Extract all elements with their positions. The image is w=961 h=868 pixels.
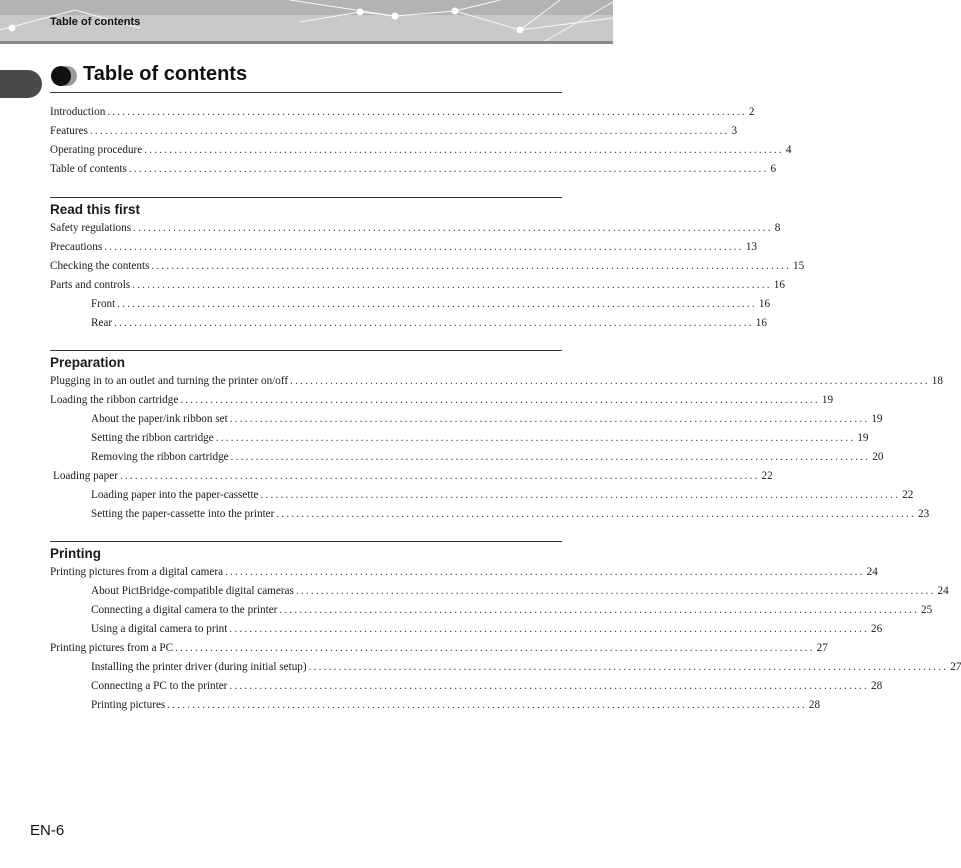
toc-page-number: 20 bbox=[872, 451, 884, 463]
toc-page-number: 28 bbox=[871, 680, 883, 692]
toc-subentry[interactable] bbox=[91, 430, 869, 446]
toc-page-number: 26 bbox=[871, 623, 883, 635]
toc-page-number: 22 bbox=[902, 489, 914, 501]
toc-entry-label: Parts and controls bbox=[50, 279, 131, 291]
toc-subentry[interactable] bbox=[91, 697, 821, 713]
toc-page-number: 2 bbox=[748, 106, 755, 118]
toc-entry-label: Features bbox=[50, 125, 88, 137]
toc-entry-label: Removing the ribbon cartridge bbox=[91, 451, 229, 463]
toc-subentry[interactable] bbox=[91, 296, 771, 312]
toc-entry-label: Printing pictures from a digital camera bbox=[50, 566, 224, 578]
toc-entry-label: Plugging in to an outlet and turning the printer on/off bbox=[50, 375, 289, 387]
leader-dots: ................................................................................................................................ bbox=[104, 241, 744, 253]
leader-dots: ................................................................................................................................ bbox=[215, 432, 856, 444]
leader-dots: ................................................................................................................................ bbox=[295, 585, 936, 597]
toc-page-number: 3 bbox=[731, 125, 738, 137]
toc-subentry[interactable] bbox=[91, 315, 767, 331]
toc-subentry[interactable] bbox=[91, 506, 930, 522]
toc-entry-label: Checking the contents bbox=[50, 260, 150, 272]
toc-entry[interactable] bbox=[50, 123, 738, 139]
toc-page-number: 24 bbox=[937, 585, 949, 597]
toc-page-number: 4 bbox=[785, 144, 792, 156]
toc-entry-label: About the paper/ink ribbon set bbox=[91, 413, 228, 425]
toc-entry-label: Setting the paper-cassette into the printer bbox=[91, 508, 275, 520]
toc-entry[interactable] bbox=[50, 640, 828, 656]
toc-entry-label: Setting the ribbon cartridge bbox=[91, 432, 214, 444]
leader-dots: ................................................................................................................................ bbox=[290, 375, 930, 387]
toc-page-number: 16 bbox=[755, 317, 767, 329]
toc-subentry[interactable] bbox=[91, 583, 949, 599]
leader-dots: ................................................................................................................................ bbox=[128, 163, 769, 175]
leader-dots: ................................................................................................................................ bbox=[230, 451, 871, 463]
toc-entry[interactable] bbox=[53, 468, 773, 484]
toc-entry-label: Connecting a PC to the printer bbox=[91, 680, 228, 692]
toc-entry-label: Printing pictures bbox=[91, 699, 166, 711]
leader-dots: ................................................................................................................................ bbox=[308, 661, 949, 673]
leader-dots: ................................................................................................................................ bbox=[89, 125, 730, 137]
section-heading: Printing bbox=[50, 541, 562, 564]
page-header bbox=[0, 0, 613, 44]
leader-dots: ................................................................................................................................ bbox=[260, 489, 901, 501]
toc-page-number: 13 bbox=[745, 241, 757, 253]
toc-entry-label: Connecting a digital camera to the printer bbox=[91, 604, 278, 616]
toc-entry-label: Using a digital camera to print bbox=[91, 623, 228, 635]
leader-dots: ................................................................................................................................ bbox=[276, 508, 916, 520]
page-number: EN-6 bbox=[30, 822, 65, 839]
toc-entry-label: About PictBridge-compatible digital cameras bbox=[91, 585, 294, 597]
toc-page-number: 15 bbox=[793, 260, 805, 272]
page-title: Table of contents bbox=[83, 63, 248, 85]
leader-dots: ................................................................................................................................ bbox=[229, 413, 870, 425]
toc-page-number: 18 bbox=[931, 375, 943, 387]
leader-dots: ................................................................................................................................ bbox=[279, 604, 920, 616]
leader-dots: ................................................................................................................................ bbox=[229, 680, 870, 692]
toc-page-number: 19 bbox=[821, 394, 834, 406]
toc-entry[interactable] bbox=[50, 258, 805, 274]
leader-dots: ................................................................................................................................ bbox=[229, 623, 869, 635]
toc-entry-label: Rear bbox=[91, 317, 113, 329]
toc-entry[interactable] bbox=[50, 373, 943, 389]
toc-entry[interactable] bbox=[50, 104, 755, 120]
toc-entry-label: Table of contents bbox=[50, 163, 127, 175]
toc-page-number: 27 bbox=[950, 661, 961, 673]
toc-entry[interactable] bbox=[50, 239, 757, 255]
toc-page-number: 19 bbox=[871, 413, 883, 425]
toc-page-number: 24 bbox=[866, 566, 878, 578]
section-heading: Preparation bbox=[50, 350, 562, 373]
header-rule bbox=[0, 41, 613, 44]
toc-page-number: 23 bbox=[918, 508, 930, 520]
leader-dots: ................................................................................................................................ bbox=[132, 279, 772, 291]
toc-subentry[interactable] bbox=[91, 602, 933, 618]
title-row bbox=[50, 62, 562, 93]
toc-page-number: 27 bbox=[816, 642, 828, 654]
leader-dots: ................................................................................................................................ bbox=[144, 144, 784, 156]
bullet-circles-icon bbox=[50, 64, 80, 88]
leader-dots: ................................................................................................................................ bbox=[107, 106, 747, 118]
leader-dots: ................................................................................................................................ bbox=[114, 317, 754, 329]
toc-entry-label: Introduction bbox=[50, 106, 106, 118]
side-tab bbox=[0, 70, 42, 98]
running-header: Table of contents bbox=[50, 16, 141, 28]
toc-entry-label: Installing the printer driver (during initial setup) bbox=[91, 661, 307, 673]
toc-subentry[interactable] bbox=[91, 621, 883, 637]
section-heading: Read this first bbox=[50, 197, 562, 220]
toc-page-number: 19 bbox=[857, 432, 869, 444]
toc-subentry[interactable] bbox=[91, 449, 884, 465]
leader-dots: ................................................................................................................................ bbox=[225, 566, 865, 578]
toc-entry[interactable] bbox=[50, 142, 792, 158]
leader-dots: ................................................................................................................................ bbox=[133, 222, 773, 234]
toc-page-number: 8 bbox=[774, 222, 781, 234]
leader-dots: ................................................................................................................................ bbox=[175, 642, 815, 654]
toc-subentry[interactable] bbox=[91, 678, 883, 694]
toc-entry-label: Front bbox=[91, 298, 116, 310]
toc-entry-label: Loading paper into the paper-cassette bbox=[91, 489, 259, 501]
toc-entry-label: Loading the ribbon cartridge bbox=[50, 394, 179, 406]
toc-page-number: 16 bbox=[758, 298, 771, 310]
toc-subentry[interactable] bbox=[91, 411, 883, 427]
toc-entry[interactable] bbox=[50, 277, 785, 293]
leader-dots: ................................................................................................................................ bbox=[167, 699, 807, 711]
toc-subentry[interactable] bbox=[91, 487, 914, 503]
toc-entry-label: Safety regulations bbox=[50, 222, 132, 234]
toc-entry-label: Operating procedure bbox=[50, 144, 143, 156]
toc-page-number: 25 bbox=[921, 604, 933, 616]
toc-entry-label: Loading paper bbox=[53, 470, 118, 482]
toc-entry[interactable] bbox=[50, 564, 878, 580]
toc-entry[interactable] bbox=[50, 220, 781, 236]
toc-page-number: 22 bbox=[761, 470, 773, 482]
leader-dots: ................................................................................................................................ bbox=[180, 394, 820, 406]
toc-entry-label: Printing pictures from a PC bbox=[50, 642, 174, 654]
toc-page-number: 28 bbox=[808, 699, 821, 711]
toc-subentry[interactable] bbox=[91, 659, 961, 675]
leader-dots: ................................................................................................................................ bbox=[151, 260, 792, 272]
leader-dots: ................................................................................................................................ bbox=[117, 298, 757, 310]
toc-page-number: 16 bbox=[773, 279, 785, 291]
toc-entry-label: Precautions bbox=[50, 241, 103, 253]
toc-entry[interactable] bbox=[50, 392, 834, 408]
leader-dots: ................................................................................................................................ bbox=[119, 470, 760, 482]
toc-entry[interactable] bbox=[50, 161, 777, 177]
toc-page-number: 6 bbox=[770, 163, 777, 175]
